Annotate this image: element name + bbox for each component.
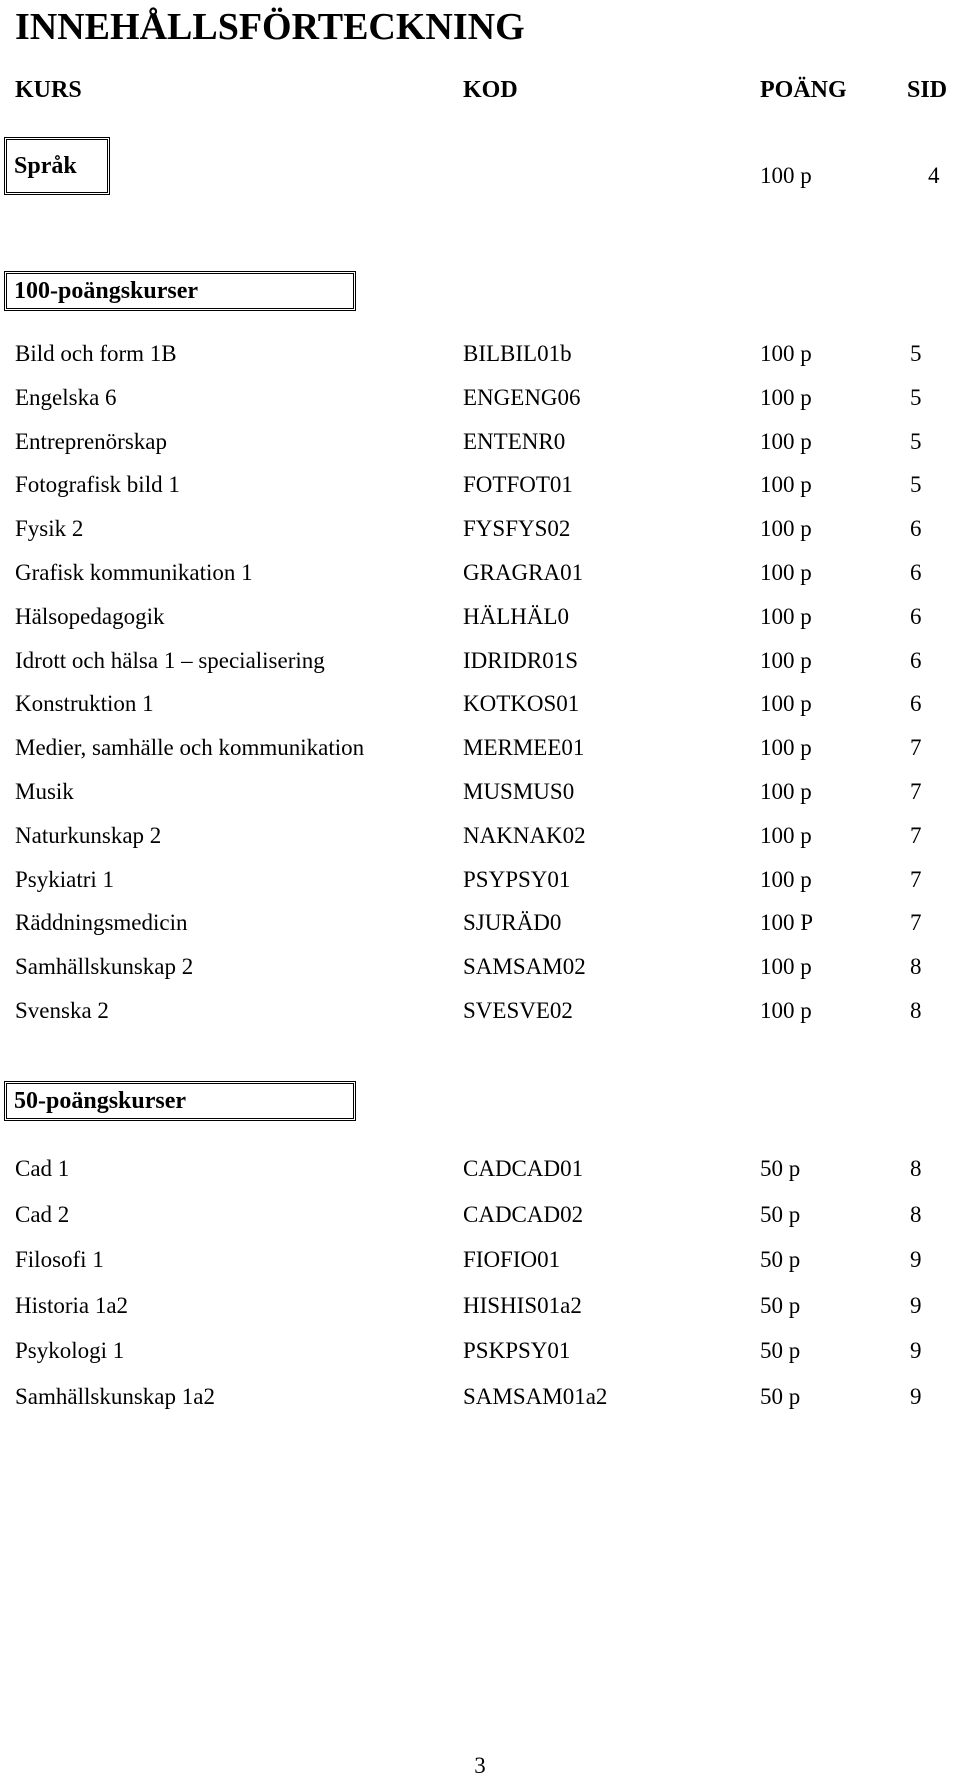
course-page: 9 — [910, 1384, 922, 1409]
table-row — [0, 557, 960, 589]
course-name: Konstruktion 1 — [15, 691, 154, 717]
table-row — [0, 1199, 960, 1231]
header-page: SID — [907, 77, 948, 103]
course-points: 100 p — [760, 822, 812, 848]
header-code: KOD — [463, 77, 518, 103]
header-course: KURS — [15, 77, 82, 103]
course-page: 5 — [910, 472, 922, 498]
sprak-row — [0, 160, 960, 192]
course-page: 6 — [910, 647, 922, 673]
course-page: 8 — [910, 954, 922, 980]
course-code: MERMEE01 — [463, 735, 585, 761]
course-code: FYSFYS02 — [463, 516, 571, 542]
course-name: Idrott och hälsa 1 – specialisering — [15, 647, 325, 673]
course-name: Medier, samhälle och kommunikation — [15, 735, 365, 761]
course-points: 100 p — [760, 516, 812, 542]
course-page: 9 — [910, 1247, 922, 1273]
sprak-points: 100 p — [760, 163, 812, 188]
course-points: 100 p — [760, 341, 812, 366]
course-points: 100 p — [760, 647, 812, 673]
course-points: 100 p — [760, 384, 812, 410]
table-row — [0, 1290, 960, 1322]
table-row — [0, 732, 960, 764]
course-code: CADCAD01 — [463, 1156, 584, 1181]
course-name: Samhällskunskap 1a2 — [15, 1384, 215, 1409]
course-code: HÄLHÄL0 — [463, 603, 570, 629]
course-name: Bild och form 1B — [15, 341, 177, 366]
course-name: Naturkunskap 2 — [15, 822, 162, 848]
course-points: 50 p — [760, 1156, 801, 1181]
course-code: CADCAD02 — [463, 1201, 584, 1227]
course-name: Psykiatri 1 — [15, 866, 115, 892]
table-row — [0, 995, 960, 1027]
table-row — [0, 776, 960, 808]
course-page: 7 — [910, 866, 922, 892]
page-number: 3 — [474, 1753, 486, 1778]
table-row — [0, 601, 960, 633]
course-code: SAMSAM01a2 — [463, 1384, 608, 1409]
table-row — [0, 338, 960, 370]
course-code: BILBIL01b — [463, 341, 572, 366]
course-name: Räddningsmedicin — [15, 910, 188, 936]
course-name: Svenska 2 — [15, 998, 109, 1023]
course-name: Samhällskunskap 2 — [15, 954, 194, 980]
course-code: SJURÄD0 — [463, 910, 562, 936]
course-page: 6 — [910, 516, 922, 542]
table-row — [0, 382, 960, 414]
course-page: 8 — [910, 1201, 922, 1227]
course-points: 50 p — [760, 1338, 801, 1364]
table-row — [0, 426, 960, 458]
course-code: ENTENR0 — [463, 428, 566, 454]
table-row — [0, 645, 960, 677]
course-points: 50 p — [760, 1292, 801, 1318]
table-row — [0, 513, 960, 545]
course-name: Psykologi 1 — [15, 1338, 125, 1364]
section-label-sprak: Språk — [14, 152, 77, 179]
course-page: 9 — [910, 1292, 922, 1318]
section-label-50: 50-poängskurser — [14, 1087, 187, 1114]
course-points: 100 P — [760, 910, 814, 936]
course-points: 100 p — [760, 998, 812, 1023]
course-page: 6 — [910, 603, 922, 629]
course-code: IDRIDR01S — [463, 647, 579, 673]
course-page: 6 — [910, 691, 922, 717]
course-code: PSKPSY01 — [463, 1338, 571, 1364]
table-row — [0, 1244, 960, 1276]
course-code: KOTKOS01 — [463, 691, 580, 717]
course-page: 7 — [910, 779, 922, 804]
course-code: MUSMUS0 — [463, 779, 575, 804]
course-page: 8 — [910, 998, 922, 1023]
course-name: Grafisk kommunikation 1 — [15, 560, 253, 585]
course-points: 100 p — [760, 603, 812, 629]
course-page: 6 — [910, 560, 922, 585]
table-row — [0, 1335, 960, 1367]
course-name: Fysik 2 — [15, 516, 84, 542]
table-row — [0, 907, 960, 939]
course-points: 100 p — [760, 735, 812, 761]
course-points: 50 p — [760, 1201, 801, 1227]
course-code: SAMSAM02 — [463, 954, 586, 980]
course-name: Filosofi 1 — [15, 1247, 104, 1273]
course-name: Historia 1a2 — [15, 1292, 129, 1318]
course-code: PSYPSY01 — [463, 866, 571, 892]
course-points: 100 p — [760, 779, 812, 804]
course-page: 5 — [910, 341, 922, 366]
course-page: 7 — [910, 910, 922, 936]
course-code: ENGENG06 — [463, 384, 581, 410]
course-points: 50 p — [760, 1247, 801, 1273]
course-name: Engelska 6 — [15, 384, 117, 410]
course-name: Fotografisk bild 1 — [15, 472, 180, 498]
table-row — [0, 864, 960, 896]
course-name: Cad 2 — [15, 1201, 70, 1227]
table-row — [0, 469, 960, 501]
page-title: INNEHÅLLSFÖRTECKNING — [15, 6, 525, 48]
course-points: 100 p — [760, 691, 812, 717]
course-page: 5 — [910, 428, 922, 454]
course-points: 100 p — [760, 428, 812, 454]
course-name: Cad 1 — [15, 1156, 70, 1181]
course-page: 7 — [910, 735, 922, 761]
table-row — [0, 1153, 960, 1185]
course-name: Hälsopedagogik — [15, 603, 165, 629]
course-name: Musik — [15, 779, 74, 804]
course-code: SVESVE02 — [463, 998, 573, 1023]
course-page: 5 — [910, 384, 922, 410]
sprak-page: 4 — [928, 163, 940, 188]
table-row — [0, 951, 960, 983]
course-points: 100 p — [760, 954, 812, 980]
section-box-50 — [4, 1081, 356, 1121]
course-points: 100 p — [760, 866, 812, 892]
header-points: POÄNG — [760, 77, 847, 103]
course-points: 100 p — [760, 472, 812, 498]
table-row — [0, 820, 960, 852]
course-code: HISHIS01a2 — [463, 1292, 582, 1318]
course-code: GRAGRA01 — [463, 560, 584, 585]
course-points: 100 p — [760, 560, 812, 585]
table-row — [0, 1381, 960, 1413]
section-box-100 — [4, 271, 356, 311]
course-points: 50 p — [760, 1384, 801, 1409]
table-row — [0, 688, 960, 720]
course-page: 7 — [910, 822, 922, 848]
course-page: 9 — [910, 1338, 922, 1364]
course-code: FOTFOT01 — [463, 472, 573, 498]
course-code: FIOFIO01 — [463, 1247, 561, 1273]
course-page: 8 — [910, 1156, 922, 1181]
section-label-100: 100-poängskurser — [14, 277, 199, 304]
course-name: Entreprenörskap — [15, 428, 167, 454]
course-code: NAKNAK02 — [463, 822, 586, 848]
